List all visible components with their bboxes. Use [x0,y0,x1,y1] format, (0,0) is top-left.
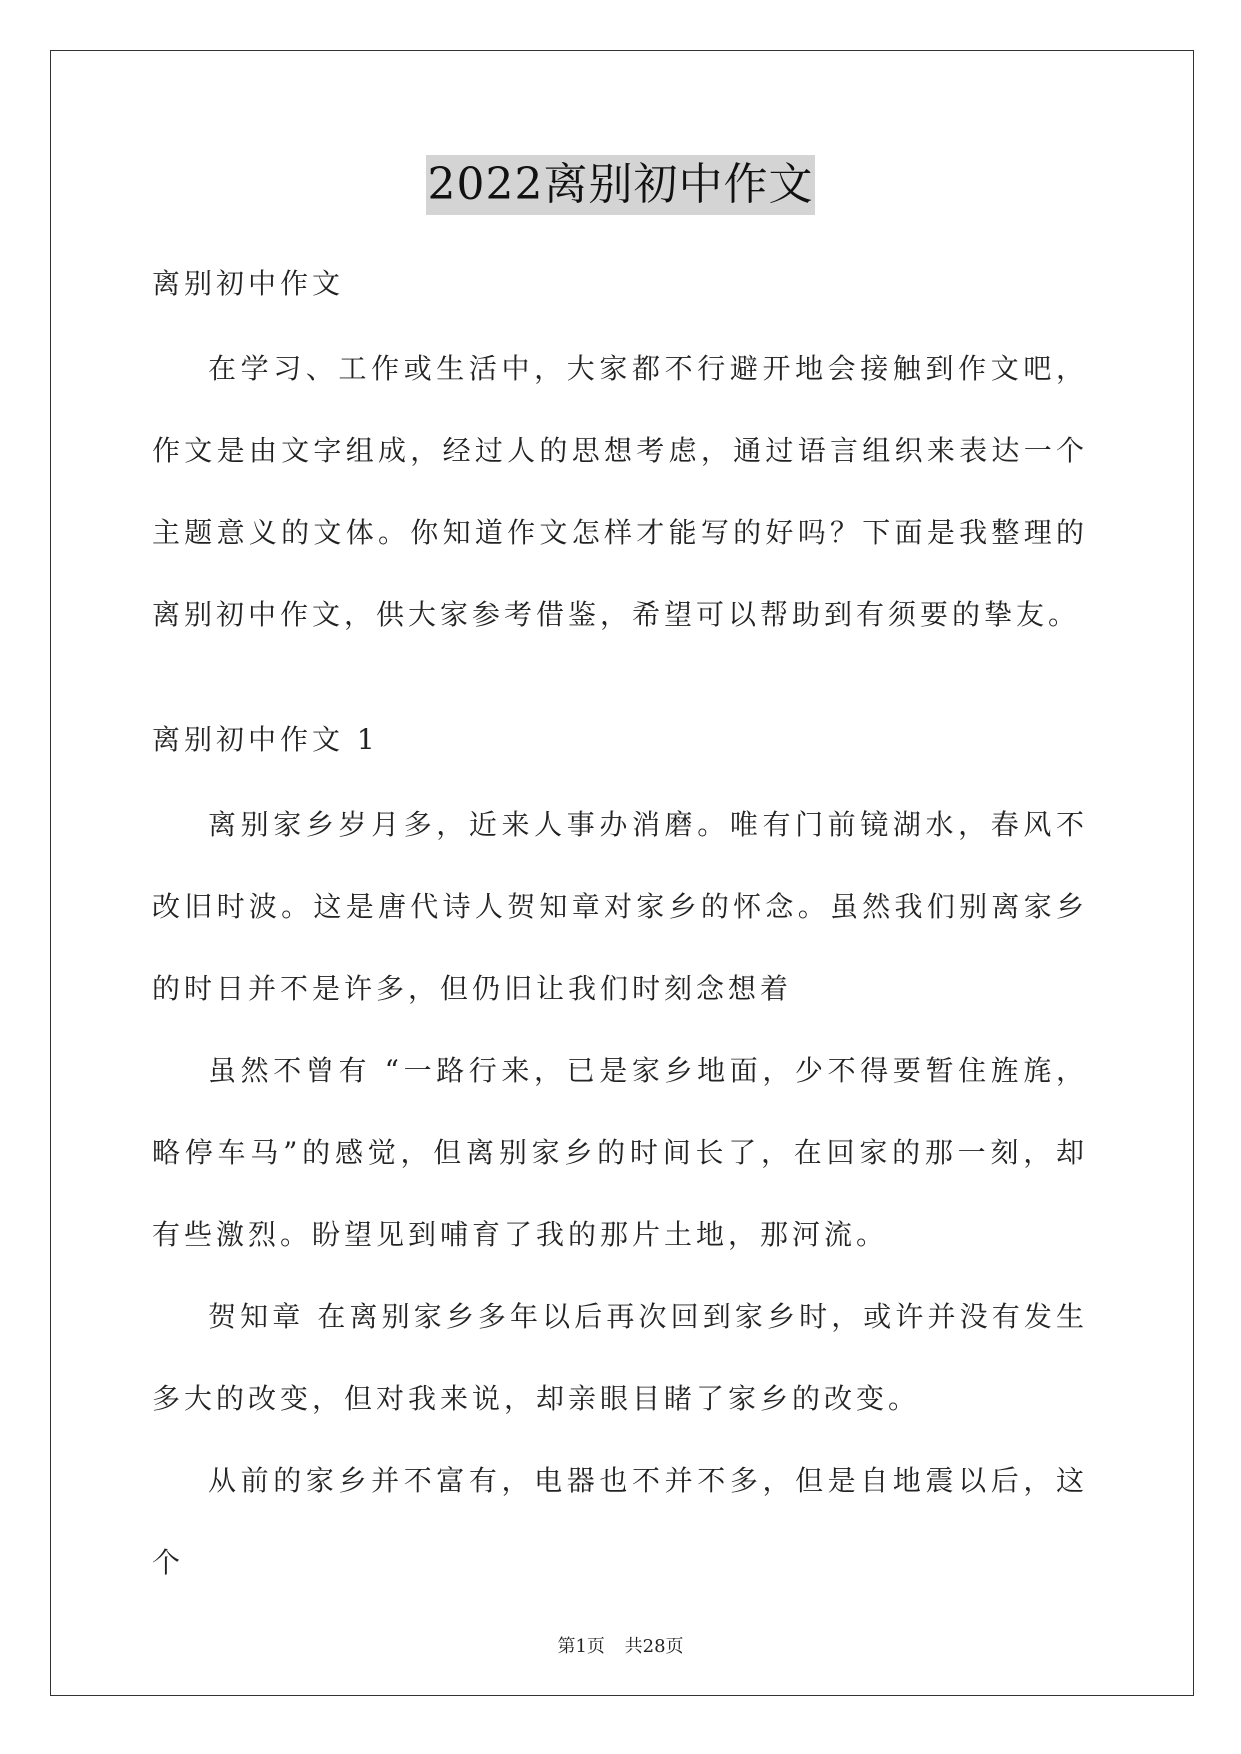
title-container [0,155,1241,215]
paragraph-2: 虽然不曾有 “一路行来，已是家乡地面，少不得要暂住旌旄，略停车马”的感觉，但离别家乡的时间长了，在回家的那一刻，却有些激烈。盼望见到哺育了我的那片土地，那河流。 [152,1054,1088,1251]
document-subtitle: 离别初中作文 [152,267,345,300]
page-number: 第1页 [557,1636,605,1657]
document-title: 2022离别初中作文 [426,155,816,215]
paragraph-1: 离别家乡岁月多，近来人事办消磨。唯有门前镜湖水，春风不改旧时波。这是唐代诗人贺知章对家乡的怀念。虽然我们别离家乡的时日并不是许多，但仍旧让我们时刻念想着 [152,808,1088,1005]
intro-paragraph: 在学习、工作或生活中，大家都不行避开地会接触到作文吧，作文是由文字组成，经过人的思想考虑，通过语言组织来表达一个主题意义的文体。你知道作文怎样才能写的好吗？下面是我整理的离别初中作文，供大家参考借鉴，希望可以帮助到有须要的挚友。 [152,352,1088,631]
paragraph-3: 贺知章 在离别家乡多年以后再次回到家乡时，或许并没有发生多大的改变，但对我来说，却亲眼目睹了家乡的改变。 [152,1300,1088,1415]
page-total: 共28页 [624,1636,684,1657]
paragraph-4: 从前的家乡并不富有，电器也不并不多，但是自地震以后，这个 [152,1464,1088,1579]
document-body [152,262,1088,1604]
section-heading: 离别初中作文 1 [152,723,379,756]
page-footer [0,1632,1241,1658]
